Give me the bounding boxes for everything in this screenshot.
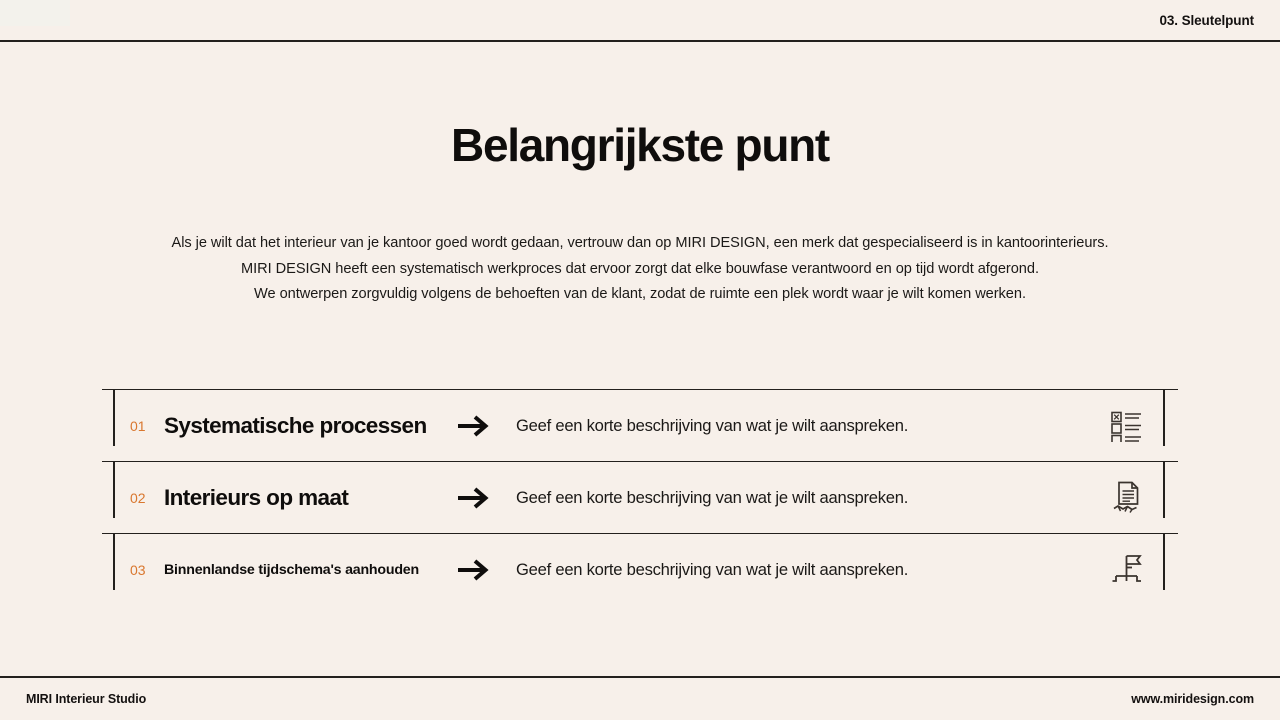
- key-points-list: [102, 389, 1178, 605]
- row-title: Interieurs op maat: [164, 485, 349, 510]
- intro-paragraph: [140, 231, 1140, 308]
- checklist-icon: [1086, 410, 1178, 442]
- flag-milestone-icon: [1086, 553, 1178, 587]
- slide-footer: [0, 678, 1280, 720]
- intro-line-1: Als je wilt dat het interieur van je kantoor goed wordt gedaan, vertrouw dan op MIRI DESIGN, een merk dat gespecialiseerd is in kantoorinterieurs.: [171, 235, 1109, 251]
- row-title: Binnenlandse tijdschema's aanhouden: [164, 562, 419, 578]
- row-description: Geef een korte beschrijving van wat je wilt aanspreken.: [516, 488, 909, 507]
- arrow-right-icon: [452, 485, 516, 511]
- table-row[interactable]: [102, 461, 1178, 533]
- row-number: 02: [130, 490, 146, 506]
- document-handshake-icon: [1086, 481, 1178, 515]
- page-title: Belangrijkste punt: [451, 119, 829, 171]
- row-number: 01: [130, 418, 146, 434]
- row-number: 03: [130, 562, 146, 578]
- row-description: Geef een korte beschrijving van wat je wilt aanspreken.: [516, 416, 909, 435]
- intro-line-2: MIRI DESIGN heeft een systematisch werkproces dat ervoor zorgt dat elke bouwfase verantwoord en op tijd wordt afgerond.: [241, 260, 1039, 277]
- table-row[interactable]: [102, 389, 1178, 461]
- section-indicator: 03. Sleutelpunt: [1159, 13, 1254, 28]
- footer-website[interactable]: www.miridesign.com: [1131, 692, 1254, 706]
- header-divider: [0, 40, 1280, 42]
- table-row[interactable]: [102, 533, 1178, 605]
- row-description: Geef een korte beschrijving van wat je wilt aanspreken.: [516, 560, 909, 579]
- arrow-right-icon: [452, 413, 516, 439]
- intro-line-3: We ontwerpen zorgvuldig volgens de behoeften van de klant, zodat de ruimte een plek wordt waar je wilt komen werken.: [254, 286, 1026, 302]
- slide-header: [0, 0, 1280, 41]
- row-title: Systematische processen: [164, 413, 427, 438]
- footer-studio-name: MIRI Interieur Studio: [26, 692, 147, 706]
- arrow-right-icon: [452, 557, 516, 583]
